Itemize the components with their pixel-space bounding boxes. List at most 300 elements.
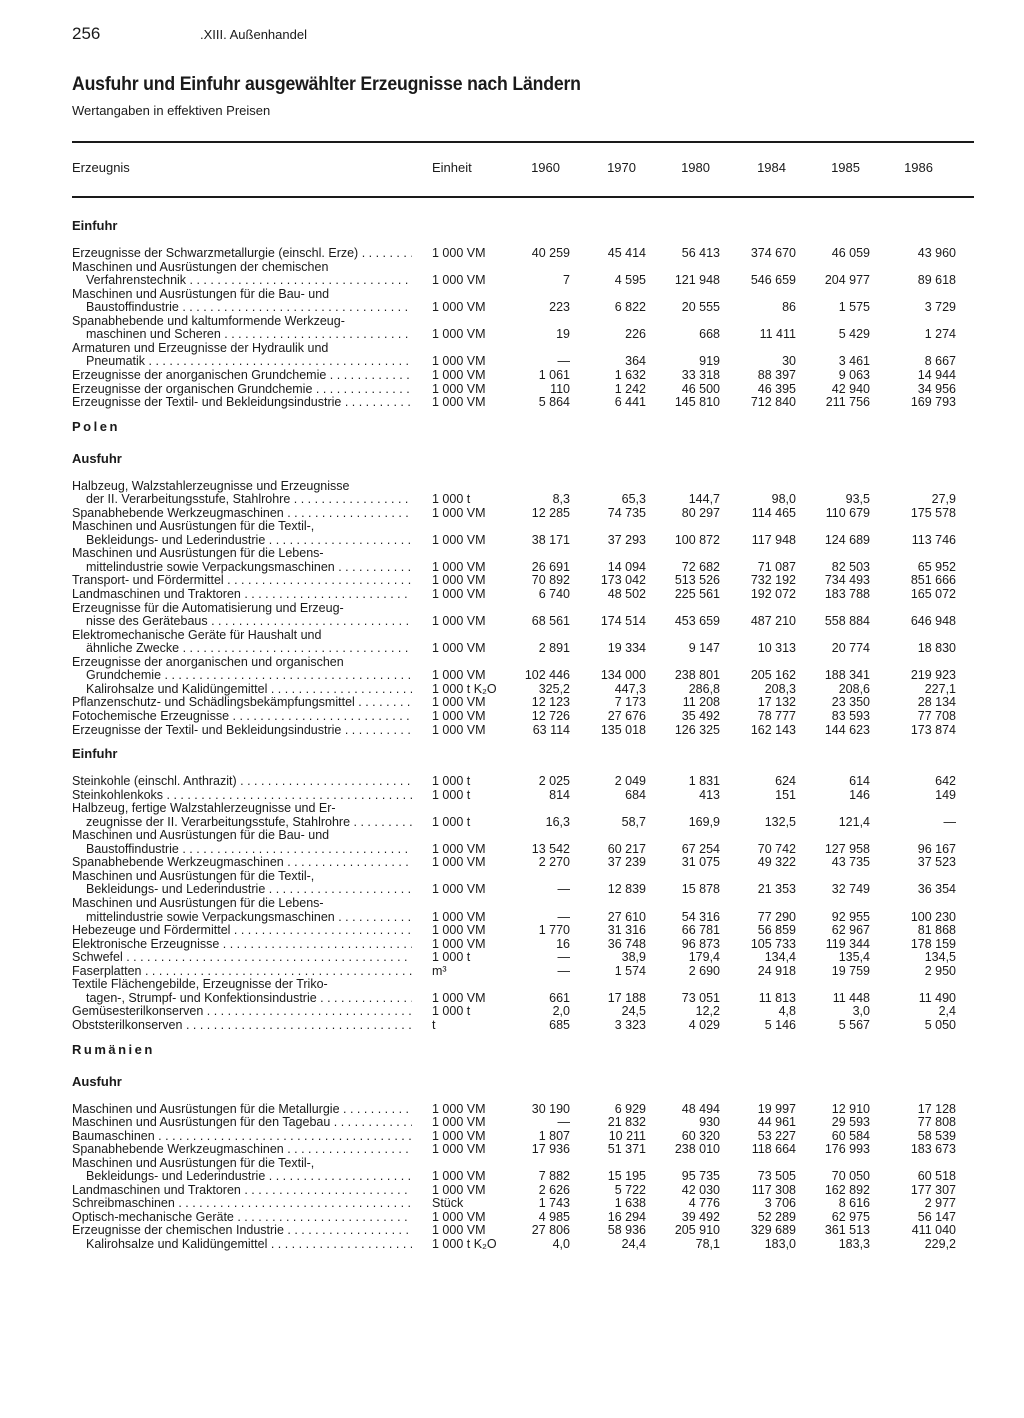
table-row [0, 560, 1024, 574]
table-row [0, 506, 1024, 520]
value-cell: 374 670 [750, 246, 796, 260]
value-cell: 56 147 [917, 1209, 956, 1224]
unit-cell: 1 000 VM [432, 532, 486, 547]
value-cell: 6 822 [614, 300, 646, 315]
value-cell: 447,3 [614, 681, 646, 696]
value-cell: 1 831 [688, 774, 720, 789]
product-label: Steinkohle (einschl. Anthrazit) . . . [72, 774, 412, 788]
value-cell: 178 159 [910, 936, 956, 951]
value-cell: 4 776 [688, 1196, 720, 1211]
column-header-1984: 1984 [757, 160, 786, 175]
value-cell: 453 659 [674, 614, 720, 629]
value-cell: 183 788 [824, 587, 870, 601]
value-cell: 54 316 [681, 909, 720, 924]
unit-cell: 1 000 VM [432, 841, 486, 856]
section-heading: Ausfuhr [72, 450, 122, 466]
table-row [0, 1102, 1024, 1116]
value-cell: 165 072 [910, 587, 956, 601]
table-row [0, 801, 1024, 815]
value-cell: 411 040 [911, 1223, 956, 1238]
value-cell: 56 413 [681, 246, 720, 260]
value-cell: 96 167 [917, 841, 956, 856]
table-row [0, 855, 1024, 869]
product-label: Bekleidungs- und Lederindustrie . . . [86, 1169, 412, 1183]
value-cell: 5 146 [764, 1017, 796, 1032]
unit-cell: 1 000 t [432, 492, 471, 507]
value-cell: 134,5 [924, 950, 956, 965]
table-row [0, 1237, 1024, 1251]
unit-cell: 1 000 VM [432, 1223, 486, 1238]
product-label: Verfahrenstechnik . . . [86, 273, 412, 287]
value-cell: 919 [699, 354, 720, 369]
value-cell: 162 892 [824, 1182, 870, 1197]
value-cell: 11 490 [918, 990, 956, 1005]
value-cell: 78,1 [695, 1237, 720, 1251]
value-cell: 149 [935, 787, 956, 802]
table-title: Ausfuhr und Einfuhr ausgewählter Erzeugnisse nach Ländern [72, 74, 581, 95]
value-cell: 88 397 [757, 367, 796, 382]
value-cell: 46 395 [757, 381, 796, 396]
value-cell: 732 192 [750, 573, 796, 588]
value-cell: 2 977 [924, 1196, 956, 1211]
table-row [0, 300, 1024, 314]
value-cell: 18 830 [917, 641, 956, 656]
table-row [0, 327, 1024, 341]
value-cell: 13 542 [531, 841, 570, 856]
table-row [0, 869, 1024, 883]
unit-cell: 1 000 VM [432, 300, 486, 315]
value-cell: 8 667 [924, 354, 956, 369]
value-cell: 3 461 [838, 354, 870, 369]
unit-cell: 1 000 VM [432, 1182, 486, 1197]
value-cell: 126 325 [674, 722, 720, 737]
value-cell: 11 208 [682, 695, 720, 710]
value-cell: 208,3 [764, 681, 796, 696]
value-cell: 37 239 [607, 855, 646, 870]
product-label: Bekleidungs- und Lederindustrie . . . [86, 882, 412, 896]
value-cell: 37 523 [917, 855, 956, 870]
unit-cell: 1 000 VM [432, 1142, 486, 1157]
value-cell: 361 513 [824, 1223, 870, 1238]
value-cell: 23 350 [831, 695, 870, 710]
value-cell: 145 810 [674, 395, 720, 410]
table-row [0, 923, 1024, 937]
value-cell: 48 502 [607, 587, 646, 601]
unit-cell: 1 000 VM [432, 722, 486, 737]
value-cell: 286,8 [688, 681, 720, 696]
table-row [0, 587, 1024, 601]
unit-cell: 1 000 VM [432, 1101, 486, 1116]
value-cell: 77 708 [917, 708, 956, 723]
product-label: mittelindustrie sowie Verpackungsmaschinen . . . [86, 910, 412, 924]
value-cell: 58,7 [621, 814, 646, 829]
value-cell: 24,4 [621, 1237, 646, 1251]
value-cell: 62 975 [831, 1209, 870, 1224]
product-label: zeugnisse der II. Verarbeitungsstufe, Stahlrohre . . . [86, 815, 412, 829]
unit-cell: 1 000 VM [432, 505, 486, 520]
table-row [0, 950, 1024, 964]
value-cell: 238 010 [674, 1142, 720, 1157]
value-cell: 28 134 [917, 695, 956, 710]
value-cell: — [943, 814, 956, 829]
value-cell: 117 948 [751, 532, 796, 547]
value-cell: 487 210 [750, 614, 796, 629]
value-cell: 71 087 [757, 559, 796, 574]
value-cell: 113 746 [911, 532, 956, 547]
table-row [0, 828, 1024, 842]
column-header-1985: 1985 [831, 160, 860, 175]
unit-cell: Stück [432, 1196, 464, 1211]
value-cell: 65,3 [621, 492, 646, 507]
value-cell: 19 759 [831, 963, 870, 978]
unit-cell: 1 000 VM [432, 1169, 486, 1184]
product-label: Erzeugnisse für die Automatisierung und Erzeug- [72, 600, 344, 615]
value-cell: 685 [549, 1017, 570, 1032]
value-cell: 118 664 [751, 1142, 796, 1157]
unit-cell: 1 000 VM [432, 668, 486, 683]
value-cell: 114 465 [751, 505, 796, 520]
value-cell: 712 840 [750, 395, 796, 410]
column-header-erzeugnis: Erzeugnis [72, 160, 130, 175]
value-cell: 36 354 [917, 882, 956, 897]
unit-cell: 1 000 VM [432, 1115, 486, 1130]
value-cell: 668 [699, 327, 720, 342]
value-cell: 329 689 [750, 1223, 796, 1238]
unit-cell: 1 000 t K₂O [432, 1237, 497, 1251]
value-cell: 70 892 [531, 573, 570, 588]
value-cell: 814 [549, 787, 570, 802]
table-row [0, 1156, 1024, 1170]
value-cell: 930 [699, 1115, 720, 1130]
table-row [0, 519, 1024, 533]
table-row [0, 1018, 1024, 1032]
value-cell: 82 503 [831, 559, 870, 574]
value-cell: 6 929 [614, 1101, 646, 1116]
value-cell: 21 832 [607, 1115, 646, 1130]
table-row [0, 573, 1024, 587]
value-cell: 183,3 [838, 1237, 870, 1251]
table-row [0, 1223, 1024, 1237]
value-cell: 53 227 [757, 1128, 796, 1143]
column-header-1980: 1980 [681, 160, 710, 175]
value-cell: 80 297 [681, 505, 720, 520]
value-cell: 135,4 [838, 950, 870, 965]
value-cell: 60 584 [831, 1128, 870, 1143]
value-cell: 58 539 [917, 1128, 956, 1143]
value-cell: 4 029 [688, 1017, 720, 1032]
value-cell: 27,9 [931, 492, 956, 507]
table-row [0, 382, 1024, 396]
unit-cell: 1 000 VM [432, 1209, 486, 1224]
table-row [0, 723, 1024, 737]
country-heading: Rumänien [72, 1041, 155, 1057]
value-cell: 37 293 [607, 532, 646, 547]
unit-cell: 1 000 VM [432, 923, 486, 938]
value-cell: 77 808 [917, 1115, 956, 1130]
unit-cell: 1 000 VM [432, 708, 486, 723]
table-subtitle: Wertangaben in effektiven Preisen [72, 103, 271, 118]
value-cell: 51 371 [607, 1142, 646, 1157]
table-row [0, 682, 1024, 696]
value-cell: 179,4 [688, 950, 720, 965]
value-cell: 176 993 [824, 1142, 870, 1157]
value-cell: 11 448 [832, 990, 870, 1005]
value-cell: 4,8 [778, 1004, 796, 1019]
value-cell: 205 910 [674, 1223, 720, 1238]
value-cell: 11 411 [759, 327, 796, 342]
unit-cell: 1 000 VM [432, 573, 486, 588]
value-cell: 7 173 [614, 695, 646, 710]
value-cell: 24,5 [621, 1004, 646, 1019]
value-cell: 73 051 [681, 990, 720, 1005]
value-cell: 5 567 [838, 1017, 870, 1032]
product-label: Hebezeuge und Fördermittel . . . [72, 923, 412, 937]
value-cell: 1 770 [538, 923, 570, 938]
value-cell: 60 320 [681, 1128, 720, 1143]
column-header-1986: 1986 [904, 160, 933, 175]
product-label: Gemüsesterilkonserven . . . [72, 1004, 412, 1018]
table-row [0, 896, 1024, 910]
table-row [0, 1210, 1024, 1224]
page-number: 256 [72, 24, 101, 43]
value-cell: 100 230 [910, 909, 956, 924]
product-label: Faserplatten . . . [72, 964, 412, 978]
table-row [0, 246, 1024, 260]
value-cell: 38,9 [621, 950, 646, 965]
product-label: Kalirohsalze und Kalidüngemittel . . . [86, 1237, 412, 1251]
product-label: Textile Flächengebilde, Erzeugnisse der Triko- [72, 977, 328, 992]
value-cell: 21 353 [757, 882, 796, 897]
table-row [0, 774, 1024, 788]
value-cell: 93,5 [845, 492, 870, 507]
unit-cell: t [432, 1017, 436, 1032]
unit-cell: 1 000 t K₂O [432, 681, 497, 696]
product-label: Erzeugnisse der Textil- und Bekleidungsindustrie . . . [72, 395, 412, 409]
value-cell: 12 726 [531, 708, 570, 723]
value-cell: 66 781 [681, 923, 720, 938]
value-cell: 110 [550, 381, 570, 396]
value-cell: 77 290 [757, 909, 796, 924]
product-label: Baustoffindustrie . . . [86, 300, 412, 314]
unit-cell: 1 000 t [432, 1004, 471, 1019]
table-row [0, 395, 1024, 409]
value-cell: 34 956 [917, 381, 956, 396]
value-cell: 1 807 [538, 1128, 570, 1143]
value-cell: 11 813 [758, 990, 796, 1005]
value-cell: 2,0 [552, 1004, 570, 1019]
value-cell: 30 190 [531, 1101, 570, 1116]
product-label: Maschinen und Ausrüstungen für die Bau- und [72, 286, 330, 301]
value-cell: 325,2 [538, 681, 570, 696]
value-cell: 119 344 [825, 936, 870, 951]
value-cell: 17 188 [607, 990, 646, 1005]
value-cell: 30 [782, 354, 796, 369]
value-cell: 8 616 [838, 1196, 870, 1211]
product-label: Maschinen und Ausrüstungen für die Lebens- [72, 896, 324, 910]
section-heading: Ausfuhr [72, 1073, 122, 1089]
value-cell: 16 294 [607, 1209, 646, 1224]
table-row [0, 614, 1024, 628]
product-label: der II. Verarbeitungsstufe, Stahlrohre . . . [86, 492, 412, 506]
unit-cell: 1 000 t [432, 774, 471, 789]
value-cell: 229,2 [924, 1237, 956, 1251]
value-cell: 86 [782, 300, 796, 315]
product-label: Elektromechanische Geräte für Haushalt und [72, 627, 322, 642]
product-label: Maschinen und Ausrüstungen für die Lebens- [72, 546, 324, 561]
value-cell: 63 114 [532, 722, 570, 737]
value-cell: 110 679 [825, 505, 870, 520]
value-cell: 413 [699, 787, 720, 802]
value-cell: — [557, 882, 570, 897]
product-label: Obststerilkonserven . . . [72, 1018, 412, 1032]
table-row [0, 1183, 1024, 1197]
unit-cell: 1 000 VM [432, 559, 486, 574]
table-row [0, 910, 1024, 924]
product-label: Landmaschinen und Traktoren . . . [72, 1183, 412, 1197]
value-cell: 38 171 [531, 532, 570, 547]
value-cell: 15 195 [607, 1169, 646, 1184]
value-cell: 1 242 [614, 381, 646, 396]
value-cell: 1 638 [614, 1196, 646, 1211]
section-heading: Einfuhr [72, 746, 118, 762]
value-cell: 95 735 [681, 1169, 720, 1184]
product-label: Schreibmaschinen . . . [72, 1196, 412, 1210]
value-cell: 144 623 [824, 722, 870, 737]
value-cell: 364 [625, 354, 646, 369]
table-row [0, 314, 1024, 328]
value-cell: 2,4 [938, 1004, 956, 1019]
header-top-rule [72, 141, 974, 143]
value-cell: 72 682 [681, 559, 720, 574]
table-row [0, 273, 1024, 287]
value-cell: 1 632 [614, 367, 646, 382]
value-cell: 49 322 [757, 855, 796, 870]
value-cell: 3 729 [924, 300, 956, 315]
product-label: Maschinen und Ausrüstungen für die Textil-, [72, 519, 315, 534]
value-cell: 58 936 [607, 1223, 646, 1238]
product-label: Spanabhebende Werkzeugmaschinen . . . [72, 855, 412, 869]
value-cell: 17 132 [757, 695, 796, 710]
value-cell: 127 958 [824, 841, 870, 856]
value-cell: 74 735 [607, 505, 646, 520]
table-row [0, 1129, 1024, 1143]
value-cell: — [557, 354, 570, 369]
value-cell: 151 [775, 787, 796, 802]
value-cell: 98,0 [771, 492, 796, 507]
value-cell: 146 [849, 787, 870, 802]
value-cell: 27 610 [607, 909, 646, 924]
product-label: Maschinen und Ausrüstungen für den Tagebau . . . [72, 1115, 412, 1129]
unit-cell: 1 000 VM [432, 614, 486, 629]
table-row [0, 1142, 1024, 1156]
product-label: Spanabhebende Werkzeugmaschinen . . . [72, 1142, 412, 1156]
value-cell: 177 307 [910, 1182, 956, 1197]
value-cell: 6 740 [538, 587, 570, 601]
product-label: Landmaschinen und Traktoren . . . [72, 587, 412, 601]
unit-cell: 1 000 VM [432, 327, 486, 342]
value-cell: 192 072 [750, 587, 796, 601]
value-cell: 42 030 [681, 1182, 720, 1197]
table-row [0, 368, 1024, 382]
value-cell: 46 059 [831, 246, 870, 260]
value-cell: 175 578 [910, 505, 956, 520]
value-cell: 60 217 [607, 841, 646, 856]
value-cell: 7 [563, 273, 570, 288]
product-label: Steinkohlenkoks . . . [72, 788, 412, 802]
product-label: nisse des Gerätebaus . . . [86, 614, 412, 628]
product-label: mittelindustrie sowie Verpackungsmaschinen . . . [86, 560, 412, 574]
value-cell: 684 [625, 787, 646, 802]
product-label: Schwefel . . . [72, 950, 412, 964]
unit-cell: 1 000 VM [432, 855, 486, 870]
value-cell: 20 555 [681, 300, 720, 315]
value-cell: — [557, 963, 570, 978]
value-cell: 169 793 [910, 395, 956, 410]
value-cell: 81 868 [917, 923, 956, 938]
value-cell: 10 313 [757, 641, 796, 656]
header-bottom-rule [72, 196, 974, 198]
value-cell: 238 801 [674, 668, 720, 683]
table-row [0, 709, 1024, 723]
table-row [0, 628, 1024, 642]
value-cell: 205 162 [750, 668, 796, 683]
table-row [0, 341, 1024, 355]
value-cell: 89 618 [917, 273, 956, 288]
value-cell: 17 128 [917, 1101, 956, 1116]
product-label: Erzeugnisse der chemischen Industrie . . . [72, 1223, 412, 1237]
value-cell: 2 270 [538, 855, 570, 870]
unit-cell: 1 000 t [432, 950, 471, 965]
value-cell: 117 308 [751, 1182, 796, 1197]
value-cell: 9 063 [838, 367, 870, 382]
value-cell: 26 691 [531, 559, 570, 574]
value-cell: 14 944 [917, 367, 956, 382]
product-label: Maschinen und Ausrüstungen für die Metallurgie . . . [72, 1102, 412, 1116]
product-label: Maschinen und Ausrüstungen der chemischen [72, 259, 329, 274]
value-cell: 2 049 [614, 774, 646, 789]
value-cell: 5 864 [538, 395, 570, 410]
product-label: Fotochemische Erzeugnisse . . . [72, 709, 412, 723]
unit-cell: 1 000 VM [432, 695, 486, 710]
table-row [0, 788, 1024, 802]
value-cell: 31 316 [607, 923, 646, 938]
product-label: Grundchemie . . . [86, 668, 412, 682]
table-row [0, 842, 1024, 856]
product-label: Erzeugnisse der Schwarzmetallurgie (einschl. Erze) . . . [72, 246, 412, 260]
value-cell: 44 961 [757, 1115, 796, 1130]
product-label: Maschinen und Ausrüstungen für die Bau- und [72, 828, 330, 843]
value-cell: — [557, 909, 570, 924]
table-row [0, 964, 1024, 978]
value-cell: 32 749 [831, 882, 870, 897]
product-label: Pflanzenschutz- und Schädlingsbekämpfungsmittel . . . [72, 695, 412, 709]
value-cell: 614 [849, 774, 870, 789]
value-cell: 70 742 [757, 841, 796, 856]
value-cell: 219 923 [910, 668, 956, 683]
product-label: Elektronische Erzeugnisse . . . [72, 937, 412, 951]
value-cell: 2 891 [538, 641, 570, 656]
section-heading: Einfuhr [72, 218, 118, 233]
value-cell: 162 143 [750, 722, 796, 737]
value-cell: 33 318 [681, 367, 720, 382]
unit-cell: 1 000 VM [432, 1128, 486, 1143]
product-label: Erzeugnisse der Textil- und Bekleidungsindustrie . . . [72, 723, 412, 737]
value-cell: 183,0 [764, 1237, 796, 1251]
value-cell: 31 075 [681, 855, 720, 870]
value-cell: 46 500 [681, 381, 720, 396]
value-cell: 100 872 [674, 532, 720, 547]
unit-cell: 1 000 VM [432, 354, 486, 369]
